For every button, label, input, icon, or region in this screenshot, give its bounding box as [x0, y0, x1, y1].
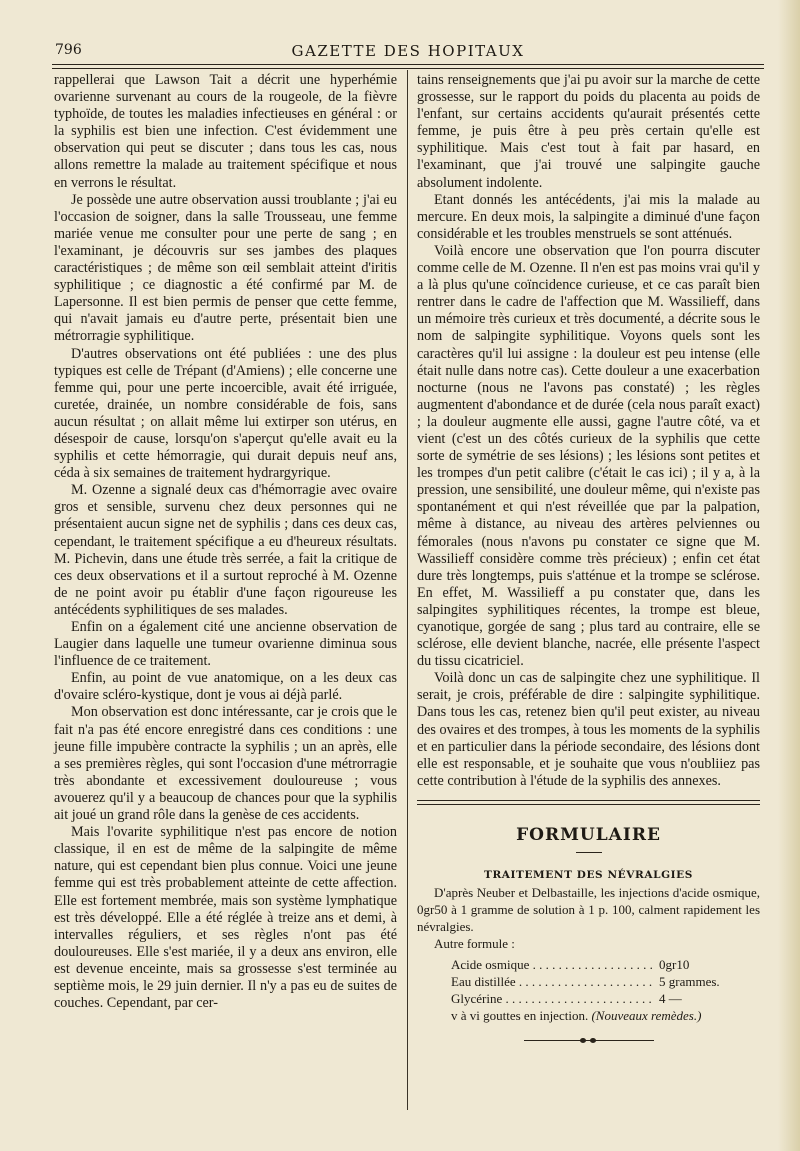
recipe-row: [417, 990, 760, 1007]
formulaire-paragraph: D'après Neuber et Delbastaille, les injections d'acide osmique, 0gr50 à 1 gramme de solution à 1 p. 100, calment rapidement les névralgies.: [417, 885, 760, 935]
paragraph: Je possède une autre observation aussi troublante ; j'ai eu l'occasion de soigner, dans la salle Trousseau, une femme mariée venue me consulter pour une perte de sang ; en l'examinant, je découvris sur ses jambes des plaques caractéristiques ; de même son œil semblait atteint d'iritis syphilitique ; ce diagnostic a été confirmé par M. de Lapersonne. Il est bien permis de penser que cette femme, qui n'avait jamais eu d'autre perte, présentait bien une métrorragie syphilitique.: [54, 191, 397, 345]
ingredient-name: Acide osmique . . .: [451, 956, 655, 973]
paragraph: Voilà encore une observation que l'on pourra discuter comme celle de M. Ozenne. Il n'en est pas moins vrai qu'il y a là plus qu'une coïncidence curieuse, et ce cas paraît bien rentrer dans le cadre de l'affection que M. Wassilieff, dans un mémoire très curieux et très documenté, a décrite sous le nom de salpingite syphilitique. Voyons quels sont les caractères qu'il lui assigne : la douleur est peu intense (elle était nulle dans notre cas). Cette douleur a une exacerbation nocturne (nous ne l'avons pas constaté) ; les règles augmentent d'abondance et de durée (cela nous paraît exact) ; la douleur augmente elle aussi, gagne l'autre côté, va et vient (c'est un des côtés curieux de la syphilis que cette sorte de symétrie de ses lésions) ; les lésions sont petites et les trompes d'un petit calibre (c'était le cas ici) ; il y a, à la pression, une sensibilité, une douleur même, qui n'existe pas spontanément et qui n'est réveillée que par la palpation, même à distance, au niveau des artères pelviennes ou fémorales (nous n'avons pu constater ce signe que M. Wassilieff considère comme très précieux) ; enfin cet état dure très longtemps, puis s'atténue et la trompe se sclérose. En effet, M. Wassilieff a pu constater que, dans les salpingites syphilitiques récentes, la trompe est bleue, cyanotique, gorgée de sang ; plus tard au contraire, elle se sclérose, elle devient blanche, nacrée, elle présente l'aspect du tissu cicatriciel.: [417, 242, 760, 670]
recipe-list: [417, 956, 760, 1007]
title-underline: [576, 852, 602, 853]
paragraph: M. Ozenne a signalé deux cas d'hémorragie avec ovaire gros et sensible, survenu chez deux personnes qui ne présentaient aucun signe net de syphilis ; dans ces deux cas, cependant, le traitement spécifique a eu d'heureux résultats. M. Pichevin, dans une étude très serrée, a fait la critique de ces deux observations et il a surtout reproché à M. Ozenne de ne point avoir pu établir d'une façon rigoureuse les antécédents syphilitiques de ses malades.: [54, 482, 397, 618]
journal-title: GAZETTE DES HOPITAUX: [291, 42, 525, 60]
paragraph: D'autres observations ont été publiées : une des plus typiques est celle de Trépant (d'Amiens) ; elle concerne une femme qui, pour une perte incoercible, avait été irriguée, curetée, drainée, un nombre considérable de fois, sans aucun résultat ; on allait même lui extirper son utérus, en désespoir de cause, lorsqu'on s'aperçut qu'elle avait eu la syphilis et cette hémorragie, qui durait depuis neuf ans, céda à six semaines de traitement hydrargyrique.: [54, 345, 397, 482]
formulaire-intro: Autre formule :: [434, 936, 515, 952]
paragraph: Mon observation est donc intéressante, car je crois que le fait n'a pas été encore enregistré dans ces conditions : une jeune fille impubère contracte la syphilis ; un an après, elle a ses premières règles, qui sont l'occasion d'une métrorragie très abondante et excessivement douloureuse ; vous avouerez qu'il y a beaucoup de chances pour que la syphilis ait joué un grand rôle dans la genèse de ces accidents.: [54, 704, 397, 824]
paragraph: Mais l'ovarite syphilitique n'est pas encore de notion classique, il en est de même de la salpingite de même nature, qui est cependant bien plus connue. Voici une jeune femme qui est très probablement atteinte de cette affection. Elle est fortement membrée, mais son système lymphatique est très développé. Elle a été réglée à treize ans et demi, à intervalles réguliers, et ses règles n'ont pas été douloureuses. Elle s'est mariée, il y a deux ans environ, elle est devenue enceinte, mais sa grossesse s'est terminée au septième mois, le 29 juin dernier. Il n'y a pas eu de suites de couches. Cependant, par cer-: [54, 824, 397, 1012]
left-column: [54, 72, 397, 1012]
page-number: 796: [55, 42, 82, 58]
paragraph: Etant donnés les antécédents, j'ai mis la malade au mercure. En deux mois, la salpingite a diminué d'une façon considérable et les troubles menstruels se sont atténués.: [417, 191, 760, 242]
recipe-row: [417, 956, 760, 973]
ornament-dot: [580, 1038, 586, 1043]
ingredient-name: Eau distillée . . .: [451, 973, 655, 990]
recipe-row: [417, 973, 760, 990]
column-separator: [407, 70, 408, 1110]
dose-source: (Nouveaux remèdes.): [591, 1008, 702, 1024]
fleuron-ornament: [524, 1038, 654, 1044]
ingredient-quantity: 0gr10: [659, 957, 690, 973]
page-header: [52, 38, 764, 64]
formulaire-title: FORMULAIRE: [516, 824, 661, 845]
ingredient-quantity: 4 —: [659, 991, 682, 1007]
paragraph: tains renseignements que j'ai pu avoir sur la marche de cette grossesse, sur le rapport du poids du placenta au poids de l'enfant, sur certains accidents qu'aurait présentés cette femme, je puis être à peu près certain qu'elle est syphilitique. Mais c'est tout à fait par hasard, en l'examinant, que j'ai trouvé une salpingite gauche absolument indolente.: [417, 72, 760, 191]
paragraph: rappellerai que Lawson Tait a décrit une hyperhémie ovarienne survenant au cours de la rougeole, de la fièvre typhoïde, de toutes les maladies infectieuses en général : or la syphilis est bien une infection. C'est évidemment une observation qui peut se discuter ; dans tous les cas, nous allons remettre la malade au traitement spécifique et nous en verrons le résultat.: [54, 72, 397, 191]
ingredient-name: Glycérine . . .: [451, 990, 655, 1007]
paragraph: Enfin on a également cité une ancienne observation de Laugier dans laquelle une tumeur ovarienne diminua sous l'influence de ce traitement.: [54, 619, 397, 670]
ornament-line: [524, 1040, 654, 1041]
header-rule: [52, 64, 764, 69]
page-edge-shadow: [778, 0, 800, 1151]
ornament-dot: [590, 1038, 596, 1043]
paragraph: Enfin, au point de vue anatomique, on a les deux cas d'ovaire scléro-kystique, dont je vous ai déjà parlé.: [54, 670, 397, 704]
right-column: [417, 72, 760, 1044]
formulaire-subtitle: TRAITEMENT DES NÉVRALGIES: [484, 869, 693, 882]
section-rule: [417, 800, 760, 805]
ingredient-quantity: 5 grammes.: [659, 974, 720, 990]
dose-text: v à vi gouttes en injection.: [451, 1008, 589, 1024]
dose-line: [417, 1007, 760, 1024]
paragraph: Voilà donc un cas de salpingite chez une syphilitique. Il serait, je crois, préférable de dire : salpingite syphilitique. Dans tous les cas, retenez bien qu'il peut exister, au niveau des ovaires et des trompes, à tous les moments de la syphilis et en particulier dans la période secondaire, des lésions dont elle est responsable, et je souhaite que vous n'oubliiez pas cette contribution à l'étude de la syphilis des annexes.: [417, 670, 760, 789]
